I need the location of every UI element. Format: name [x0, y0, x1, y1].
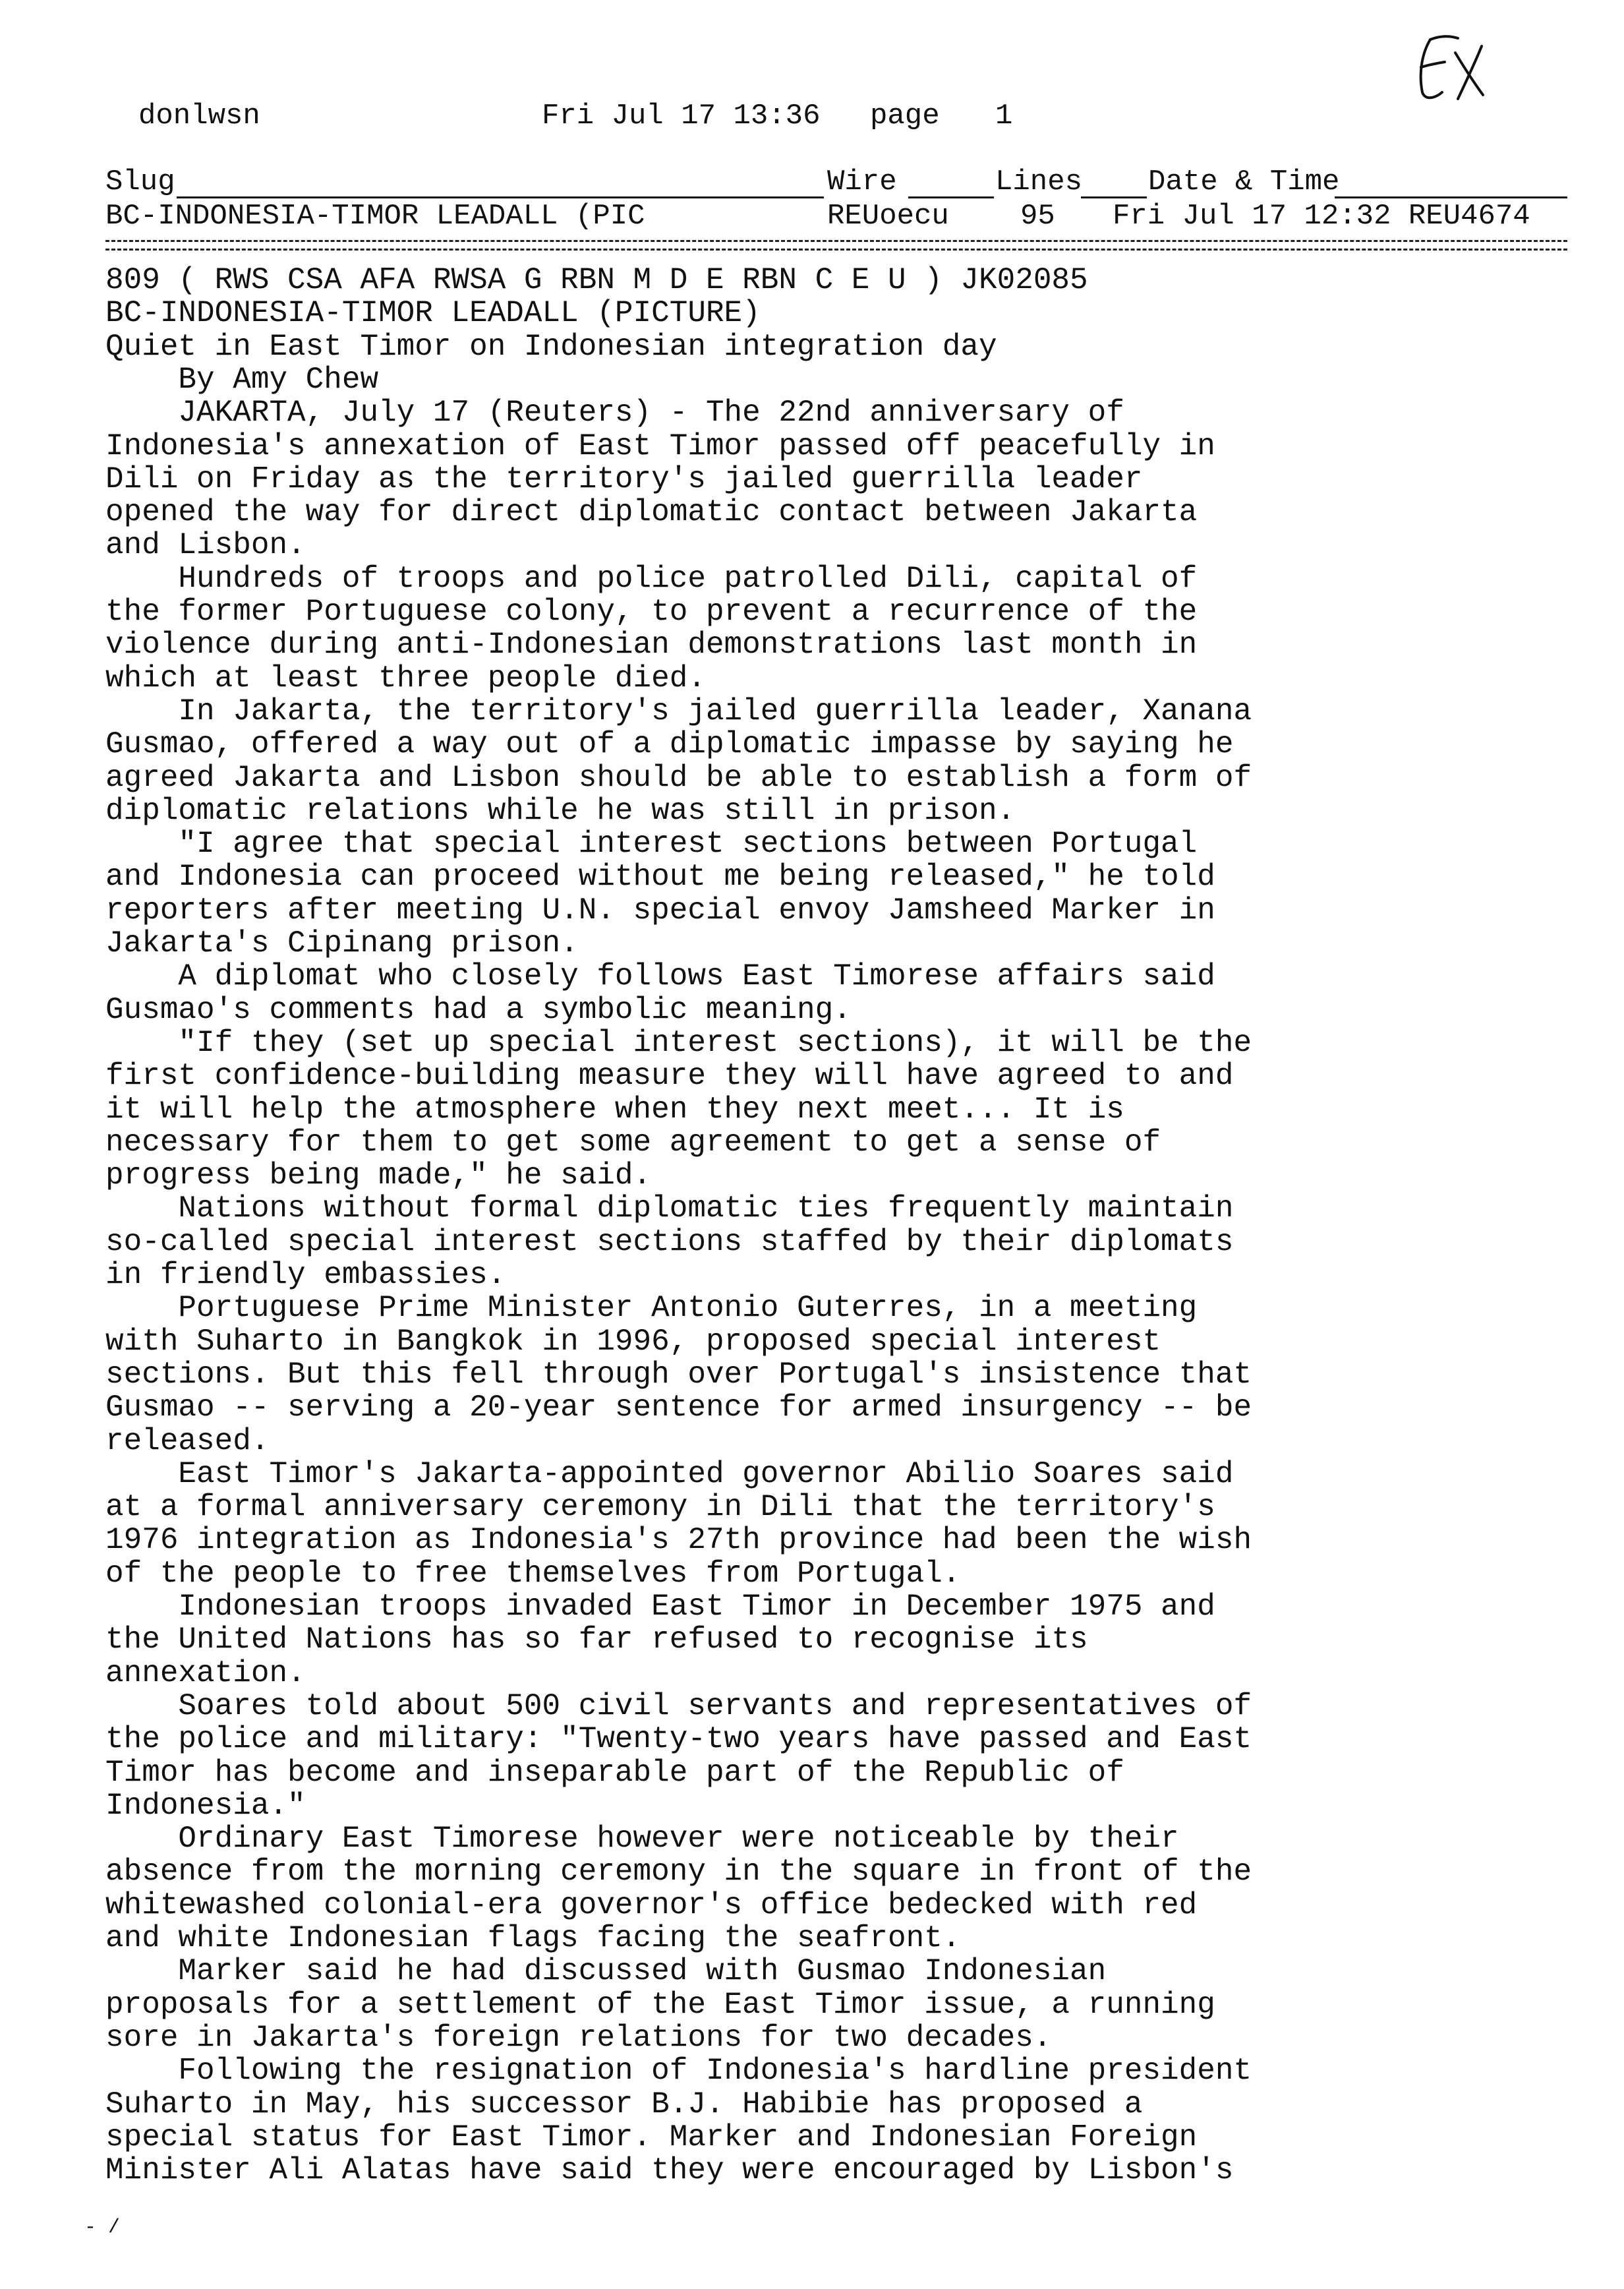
- lines-value: 95: [1020, 200, 1055, 233]
- slug-label: Slug: [105, 165, 175, 198]
- story-line: Ordinary East Timorese however were noticeable by their: [105, 1822, 1179, 1857]
- datetime-underline: [1335, 196, 1567, 198]
- story-line: absence from the morning ceremony in the square in front of the: [105, 1855, 1252, 1889]
- separator-rule: [105, 240, 1567, 251]
- slug-value: BC-INDONESIA-TIMOR LEADALL (PIC: [105, 200, 645, 233]
- story-line: Following the resignation of Indonesia's hardline president: [105, 2054, 1252, 2089]
- datetime-value: Fri Jul 17 12:32 REU4674: [1113, 200, 1530, 233]
- page-label: page: [870, 100, 940, 133]
- story-line: Soares told about 500 civil servants and representatives of: [105, 1688, 1252, 1723]
- story-line: East Timor's Jakarta-appointed governor Abilio Soares said: [105, 1456, 1234, 1491]
- story-line: diplomatic relations while he was still in prison.: [105, 793, 1016, 828]
- byline: By Amy Chew: [105, 362, 379, 397]
- story-line: which at least three people died.: [105, 661, 706, 696]
- story-line: Gusmao -- serving a 20-year sentence for armed insurgency -- be: [105, 1390, 1252, 1425]
- story-line: Nations without formal diplomatic ties frequently maintain: [105, 1191, 1234, 1226]
- story-line: 1976 integration as Indonesia's 27th province had been the wish: [105, 1523, 1252, 1558]
- story-line: Indonesia's annexation of East Timor passed off peacefully in: [105, 429, 1215, 463]
- wire-underline: [908, 196, 994, 198]
- story-line: Indonesia.": [105, 1788, 306, 1823]
- story-slug: BC-INDONESIA-TIMOR LEADALL (PICTURE): [105, 296, 761, 331]
- story-line: with Suharto in Bangkok in 1996, proposed special interest: [105, 1324, 1161, 1359]
- story-line: and Indonesia can proceed without me being released," he told: [105, 860, 1215, 895]
- story-line: sore in Jakarta's foreign relations for two decades.: [105, 2020, 1052, 2055]
- lines-label: Lines: [995, 165, 1083, 198]
- story-line: JAKARTA, July 17 (Reuters) - The 22nd anniversary of: [105, 396, 1124, 431]
- story-line: whitewashed colonial-era governor's office bedecked with red: [105, 1888, 1198, 1922]
- story-line: released.: [105, 1423, 270, 1458]
- story-line: Minister Ali Alatas have said they were encouraged by Lisbon's: [105, 2153, 1234, 2188]
- story-line: reporters after meeting U.N. special envoy Jamsheed Marker in: [105, 893, 1215, 928]
- story-line: and Lisbon.: [105, 528, 306, 563]
- story-line: sections. But this fell through over Portugal's insistence that: [105, 1357, 1252, 1392]
- story-line: violence during anti-Indonesian demonstrations last month in: [105, 628, 1198, 663]
- story-line: so-called special interest sections staffed by their diplomats: [105, 1224, 1234, 1259]
- routing-line: 809 ( RWS CSA AFA RWSA G RBN M D E RBN C E U ) JK02085: [105, 263, 1088, 297]
- story-line: necessary for them to get some agreement to get a sense of: [105, 1125, 1161, 1160]
- story-line: Suharto in May, his successor B.J. Habibie has proposed a: [105, 2087, 1143, 2122]
- header-datetime: Fri Jul 17 13:36: [542, 100, 821, 133]
- story-line: first confidence-building measure they will have agreed to and: [105, 1059, 1234, 1094]
- page-number: 1: [995, 100, 1013, 133]
- story-line: Dili on Friday as the territory's jailed guerrilla leader: [105, 461, 1143, 496]
- handwritten-mark: [1404, 26, 1496, 112]
- story-line: the police and military: "Twenty-two years have passed and East: [105, 1722, 1252, 1757]
- story-line: agreed Jakarta and Lisbon should be able to establish a form of: [105, 760, 1252, 795]
- datetime-label: Date & Time: [1148, 165, 1340, 198]
- wire-value: REUoecu: [827, 200, 949, 233]
- story-line: at a formal anniversary ceremony in Dili that the territory's: [105, 1490, 1215, 1525]
- story-line: Jakarta's Cipinang prison.: [105, 926, 579, 961]
- story-line: Gusmao's comments had a symbolic meaning.: [105, 992, 852, 1027]
- story-line: Portuguese Prime Minister Antonio Guterres, in a meeting: [105, 1291, 1198, 1326]
- story-line: A diplomat who closely follows East Timorese affairs said: [105, 959, 1215, 994]
- story-line: Timor has become and inseparable part of the Republic of: [105, 1755, 1124, 1790]
- story-line: "If they (set up special interest sections), it will be the: [105, 1025, 1252, 1060]
- story-line: proposals for a settlement of the East Timor issue, a running: [105, 1987, 1215, 2022]
- headline: Quiet in East Timor on Indonesian integration day: [105, 329, 997, 364]
- file-id: donlwsn: [138, 100, 260, 133]
- story-line: annexation.: [105, 1655, 306, 1690]
- story-line: special status for East Timor. Marker and Indonesian Foreign: [105, 2120, 1198, 2155]
- story-line: "I agree that special interest sections between Portugal: [105, 827, 1198, 862]
- story-line: the United Nations has so far refused to recognise its: [105, 1622, 1088, 1657]
- story-line: Indonesian troops invaded East Timor in December 1975 and: [105, 1590, 1215, 1624]
- story-line: it will help the atmosphere when they next meet... It is: [105, 1092, 1124, 1127]
- scan-specks: - /: [84, 2216, 121, 2239]
- story-line: Marker said he had discussed with Gusmao Indonesian: [105, 1954, 1107, 1989]
- wire-label: Wire: [827, 165, 897, 198]
- story-line: Hundreds of troops and police patrolled Dili, capital of: [105, 561, 1198, 596]
- story-line: opened the way for direct diplomatic contact between Jakarta: [105, 495, 1198, 530]
- story-line: in friendly embassies.: [105, 1258, 506, 1292]
- story-line: progress being made," he said.: [105, 1158, 652, 1193]
- story-line: the former Portuguese colony, to prevent a recurrence of the: [105, 595, 1198, 629]
- slug-underline: [177, 196, 824, 198]
- story-line: of the people to free themselves from Portugal.: [105, 1556, 961, 1591]
- story-line: Gusmao, offered a way out of a diplomatic impasse by saying he: [105, 727, 1234, 762]
- story-line: and white Indonesian flags facing the seafront.: [105, 1921, 961, 1955]
- lines-underline: [1081, 196, 1147, 198]
- story-line: In Jakarta, the territory's jailed guerrilla leader, Xanana: [105, 694, 1252, 728]
